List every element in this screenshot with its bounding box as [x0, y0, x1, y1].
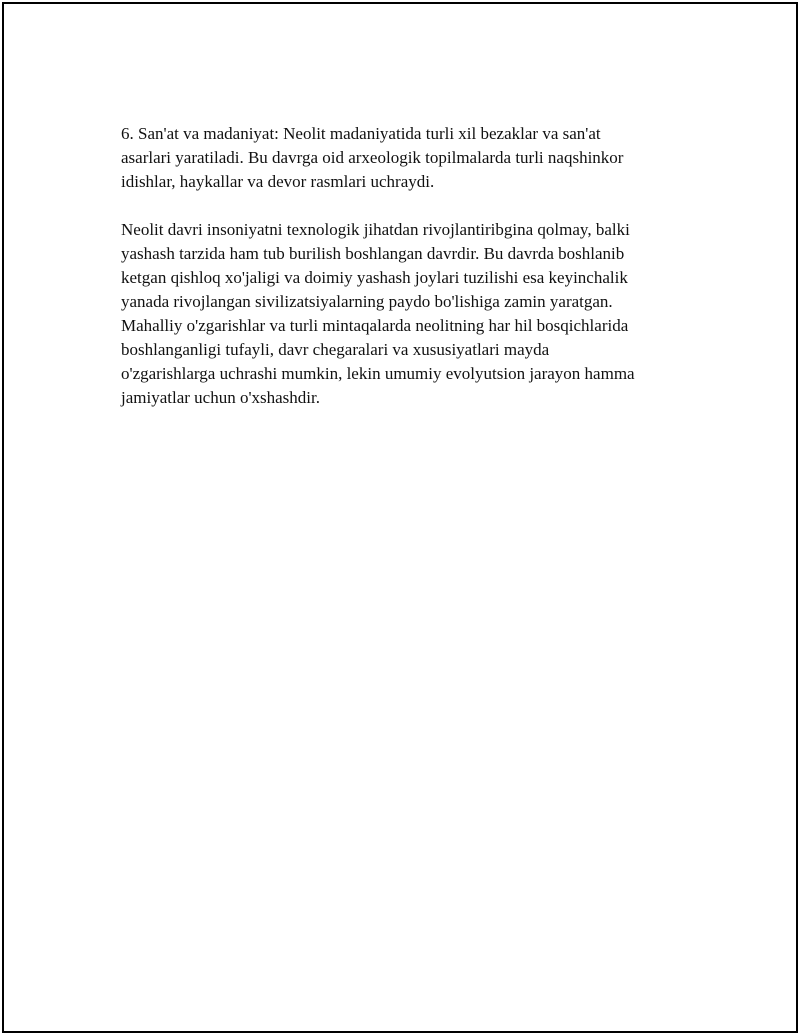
paragraph-art-and-culture: [121, 122, 691, 194]
text-line: 6. San'at va madaniyat: Neolit madaniyatida turli xil bezaklar va san'at: [121, 124, 601, 143]
text-line: Mahalliy o'zgarishlar va turli mintaqalarda neolitning har hil bosqichlarida: [121, 316, 629, 335]
text-line: asarlari yaratiladi. Bu davrga oid arxeologik topilmalarda turli naqshinkor: [121, 148, 624, 167]
text-line: jamiyatlar uchun o'xshashdir.: [121, 388, 320, 407]
text-line: yanada rivojlangan sivilizatsiyalarning paydo bo'lishiga zamin yaratgan.: [121, 292, 613, 311]
document-body: [121, 122, 691, 434]
text-line: yashash tarzida ham tub burilish boshlangan davrdir. Bu davrda boshlanib: [121, 244, 625, 263]
text-line: o'zgarishlarga uchrashi mumkin, lekin umumiy evolyutsion jarayon hamma: [121, 364, 635, 383]
text-line: boshlanganligi tufayli, davr chegaralari va xususiyatlari mayda: [121, 340, 550, 359]
text-line: idishlar, haykallar va devor rasmlari uchraydi.: [121, 172, 435, 191]
text-line: Neolit davri insoniyatni texnologik jihatdan rivojlantiribgina qolmay, balki: [121, 220, 630, 239]
paragraph-neolithic-summary: [121, 218, 691, 410]
text-line: ketgan qishloq xo'jaligi va doimiy yashash joylari tuzilishi esa keyinchalik: [121, 268, 628, 287]
page-frame: [2, 2, 798, 1033]
